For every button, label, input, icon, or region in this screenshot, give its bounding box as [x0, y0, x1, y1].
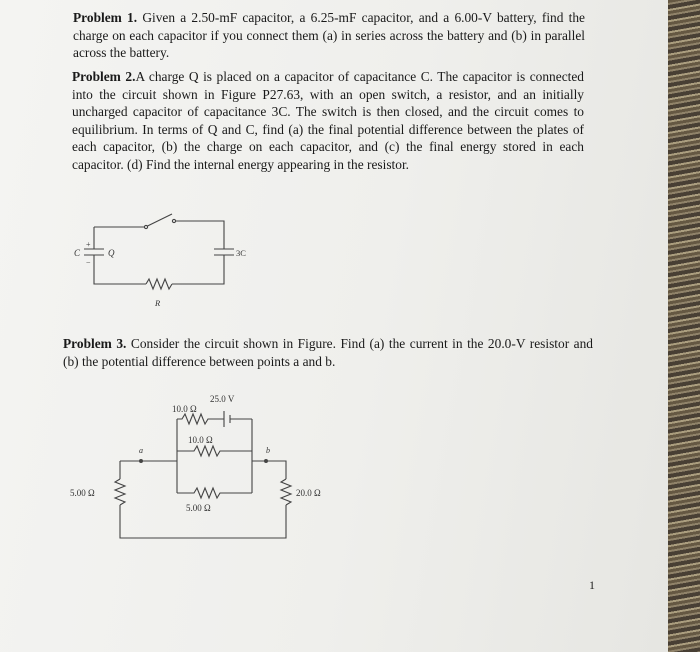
- background-edge: [668, 0, 700, 652]
- figure-p27-63: [74, 205, 248, 320]
- resistor-right-20-ohm-label: 20.0 Ω: [296, 488, 321, 498]
- figure1-plus-sign: +: [86, 240, 91, 249]
- resistor-left-5-ohm-label: 5.00 Ω: [70, 488, 95, 498]
- resistor-top-10-ohm-label: 10.0 Ω: [172, 404, 197, 414]
- figure1-resistor-r-label: R: [155, 298, 161, 308]
- problem-3-heading: Problem 3.: [63, 336, 127, 351]
- figure-problem-3-circuit: [60, 383, 350, 543]
- problem-1: [73, 9, 585, 62]
- problem-3-text: Consider the circuit shown in Figure. Find (a) the current in the 20.0-V resistor and (b) the potential difference between points a and b.: [63, 336, 593, 369]
- problem-1-text: Given a 2.50-mF capacitor, a 6.25-mF capacitor, and a 6.00-V battery, find the charge on each capacitor if you connect them (a) in series across the battery and (b) in parallel across the battery.: [73, 10, 586, 60]
- figure1-cap-3c-label: 3C: [236, 248, 246, 258]
- figure1-cap-c-label: C: [74, 248, 81, 258]
- problem-2: [72, 68, 584, 173]
- point-a-label: a: [139, 446, 143, 455]
- problem-1-heading: Problem 1.: [73, 10, 138, 25]
- battery-25v-label: 25.0 V: [210, 394, 235, 404]
- problem-2-heading: Problem 2.: [72, 69, 136, 84]
- resistor-low-5-ohm-label: 5.00 Ω: [186, 503, 211, 513]
- point-b-label: b: [266, 446, 270, 455]
- figure1-minus-sign: −: [86, 258, 91, 267]
- page-number: 1: [589, 578, 595, 592]
- problem-2-text: A charge Q is placed on a capacitor of capacitance C. The capacitor is connected into the circuit shown in Figure P27.63, with an open switch, a resistor, and an initially uncharged capacitor of capacitance 3C. The switch is then closed, and the circuit comes to equilibrium. In terms of Q and C, find (a) the final potential difference between the plates of each capacitor, (b) the charge on each capacitor, and (c) the final energy stored in each capacitor. (d) Find the internal energy appearing in the resistor.: [72, 69, 584, 172]
- problem-3: [63, 335, 593, 370]
- figure1-charge-q-label: Q: [108, 248, 115, 258]
- resistor-mid-10-ohm-label: 10.0 Ω: [188, 435, 213, 445]
